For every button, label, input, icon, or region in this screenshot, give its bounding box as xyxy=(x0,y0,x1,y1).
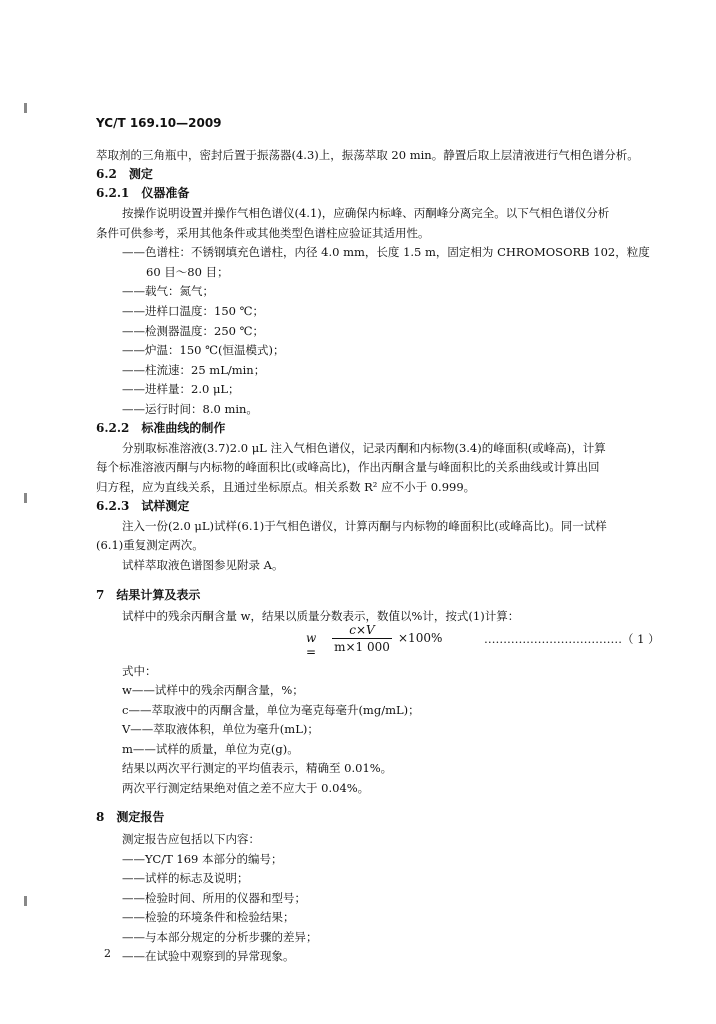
list-item: ——检验的环境条件和检验结果； xyxy=(122,910,295,924)
section-heading-6-2-3: 6.2.3 试样测定 xyxy=(96,499,190,513)
scan-mark xyxy=(24,493,27,503)
variable-definition: c——萃取液中的丙酮含量，单位为毫克每毫升(mg/mL)； xyxy=(122,703,420,717)
paragraph-line: 结果以两次平行测定的平均值表示，精确至 0.01%。 xyxy=(122,761,393,775)
scan-mark xyxy=(24,103,27,113)
list-item: ——进样口温度：150 ℃； xyxy=(122,304,264,318)
list-item: ——进样量：2.0 μL； xyxy=(122,382,240,396)
formula-factor: ×100% xyxy=(398,631,443,645)
paragraph-line: 测定报告应包括以下内容： xyxy=(122,832,260,846)
list-item: ——色谱柱：不锈钢填充色谱柱，内径 4.0 mm，长度 1.5 m，固定相为 CHROMOSORB 102，粒度 xyxy=(122,245,650,259)
paragraph-line: 试样中的残余丙酮含量 w，结果以质量分数表示，数值以%计，按式(1)计算： xyxy=(122,609,520,623)
paragraph-line: 条件可供参考，采用其他条件或其他类型色谱柱应验证其适用性。 xyxy=(96,226,430,240)
variable-definition: V——萃取液体积，单位为毫升(mL)； xyxy=(122,722,319,736)
section-heading-7: 7 结果计算及表示 xyxy=(96,588,201,602)
paragraph-line: 两次平行测定结果绝对值之差不应大于 0.04%。 xyxy=(122,781,370,795)
standard-code-header: YC/T 169.10—2009 xyxy=(96,116,222,130)
list-item: ——运行时间：8.0 min。 xyxy=(122,402,258,416)
list-item: ——YC/T 169 本部分的编号； xyxy=(122,852,283,866)
list-item: ——载气：氮气； xyxy=(122,284,214,298)
formula-numerator: c×V xyxy=(349,623,375,637)
paragraph-line: 分别取标准溶液(3.7)2.0 μL 注入气相色谱仪，记录丙酮和内标物(3.4)的峰面积(或峰高)，计算 xyxy=(122,441,606,455)
paragraph-line: 归方程，应为直线关系，且通过坐标原点。相关系数 R² 应不小于 0.999。 xyxy=(96,480,476,494)
formula-fraction xyxy=(330,622,394,655)
list-item: ——柱流速：25 mL/min； xyxy=(122,363,266,377)
page-number: 2 xyxy=(104,947,111,960)
list-item: ——检验时间、所用的仪器和型号； xyxy=(122,891,306,905)
section-heading-6-2-1: 6.2.1 仪器准备 xyxy=(96,186,190,200)
list-item: ——试样的标志及说明； xyxy=(122,871,249,885)
list-item: ——在试验中观察到的异常现象。 xyxy=(122,949,295,963)
paragraph-line: 注入一份(2.0 μL)试样(6.1)于气相色谱仪，计算丙酮与内标物的峰面积比(或峰高比)。同一试样 xyxy=(122,519,607,533)
section-heading-6-2-2: 6.2.2 标准曲线的制作 xyxy=(96,421,226,435)
scan-mark xyxy=(24,896,27,906)
paragraph-line: 萃取剂的三角瓶中，密封后置于振荡器(4.3)上，振荡萃取 20 min。静置后取上层清液进行气相色谱分析。 xyxy=(96,148,639,162)
variable-definition: m——试样的质量，单位为克(g)。 xyxy=(122,742,299,756)
paragraph-line: (6.1)重复测定两次。 xyxy=(96,538,204,552)
paragraph-line: 按操作说明设置并操作气相色谱仪(4.1)，应确保内标峰、丙酮峰分离完全。以下气相色谱仪分析 xyxy=(122,206,610,220)
section-heading-8: 8 测定报告 xyxy=(96,810,165,824)
formula-lhs: w = xyxy=(306,631,317,659)
formula-number: ………………………………（ 1 ） xyxy=(484,632,660,646)
list-item: ——炉温：150 ℃(恒温模式)； xyxy=(122,343,285,357)
paragraph-line: 每个标准溶液丙酮与内标物的峰面积比(或峰高比)，作出丙酮含量与峰面积比的关系曲线或计算出回 xyxy=(96,460,600,474)
section-heading-6-2: 6.2 测定 xyxy=(96,167,153,181)
list-item: ——与本部分规定的分析步骤的差异； xyxy=(122,930,318,944)
where-label: 式中： xyxy=(122,664,157,678)
list-item: ——检测器温度：250 ℃； xyxy=(122,324,264,338)
formula-denominator: m×1 000 xyxy=(334,640,390,654)
paragraph-line: 试样萃取液色谱图参见附录 A。 xyxy=(122,558,284,572)
variable-definition: w——试样中的残余丙酮含量，%； xyxy=(122,683,304,697)
list-item-continuation: 60 目～80 目； xyxy=(146,265,229,279)
